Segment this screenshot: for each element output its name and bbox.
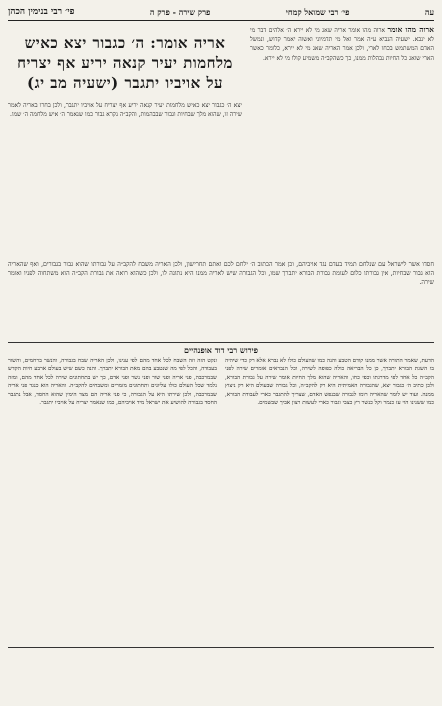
header-right: פי׳ רבי שמואל קמחי bbox=[285, 7, 350, 17]
commentary-column-right: הדעת, שאמר התורה אשר ממנו קודם הטבע והנה כמו שהעולם כולו לא נברא אלא רק כדי שיהיה בו השגת הבורא יתברך, כן כל הבריאה כולה כפופה לשירה, וכל הנבראים אומרים שירה לפני הקב״ה כל אחד לפי מדרגתו וכפי כחו, והאריה שהוא מלך החיות אומר שירה על גבורת הבורא, ולכן כתיב ה׳ כגבור יצא, שהגבורה האמיתית היא רק להקב״ה, וכל גבורה שבעולם היא רק ניצוץ ממנה. ועוד יש לומר שהאריה רומז לגבורה שבנפש האדם, שצריך להתגבר כארי לעבודת הבורא, כמו ששנינו הוי עז כנמר וקל כנשר רץ כצבי וגבור כארי לעשות רצון אביך שבשמים. bbox=[225, 358, 434, 407]
header-center: פרק שירה - פרק ה bbox=[149, 7, 211, 17]
middle-text: חסדו אשר לישראל עם שנלחם תמיד בעדם נגד אויביהם, וכן אמר הכתוב ה׳ ילחם לכם ואתם תחרישון, ולכן האריה משבח להקב״ה על גבורתו שהוא גבור בגבורים, ואף שהאריה הוא גבור שבחיות, אין גבורתו כלום לעומת גבורת הבורא יתברך שמו, וכל הגבורה שיש לאריה ממנו היא נתונה לו, ולכן כשהוא רואה את גבורת הקב״ה הוא משתחוה לפניו ואומר שירה. bbox=[8, 261, 434, 287]
running-header bbox=[8, 6, 434, 18]
header-rule bbox=[8, 20, 434, 21]
header-left: פי׳ רבי בנימין הכהן bbox=[8, 7, 75, 17]
commentary-title: פירוש רבי דוד אופנהיים bbox=[8, 342, 434, 355]
left-text: יצא ה׳ כגבור יצא כאיש מלחמות יעיר קנאה יריע אף יצריח על אויביו יתגבר, ולכן בחרו באריה לאמר שירה זו, שהוא מלך שבחיות וגבור שבבהמות, והקב״ה נקרא גבור כמו שנאמר ה׳ איש מלחמה ה׳ שמו. bbox=[8, 102, 242, 119]
bottom-rule bbox=[8, 647, 434, 648]
page bbox=[8, 6, 434, 694]
top-section bbox=[8, 25, 434, 256]
left-column bbox=[8, 25, 242, 256]
right-text: ארוה מהו אומר אריה שאג מי לא יירא ה׳ אלהים דבר מי לא ינבא. ישעיה הנביא ע״ה אמר ואל מי תדמיוני ואשוה יאמר קדוש, ונמשל האדם המשתמש בכחו לארי, ולכן אמר האריה שאג מי לא יירא, כלומר כאשר הארי שואג כל החיות נבהלות ממנו, כך כשהקב״ה משמיע קולו מי לא יירא. bbox=[250, 27, 434, 62]
right-lead: ארוה מהו אומר bbox=[387, 25, 434, 34]
page-number: עה bbox=[424, 7, 434, 17]
commentary-section bbox=[8, 357, 434, 643]
right-column bbox=[250, 25, 434, 256]
commentary-column-left: ונקט הזה וזה השבח לכל אחד מהם לפי ענינו, ולכן האריה שבח בגבורה, והנשר ברחמים, והשור בעבודה, והכל לפי מה שנטבע בהם מאת הבורא יתברך. והנה כשם שיש בעולם ארבע חיות הקדש שבמרכבה, פני אריה ופני שור ופני נשר ופני אדם, כך יש בתחתונים שירה לכל אחד מהם, ומזה נלמד שכל העולם כולו עליונים ותחתונים מזמרים ומשבחים להקב״ה. והאריה הוא כנגד פני אריה שבמרכבה, ולכן שירתו היא על הגבורה, כי פני אריה הם מצד הימין שהוא החסד, אבל נתגבר החסד בגבורה להושיע את ישראל מיד אויביהם, כמו שנאמר יצריח על אויביו יתגבר. bbox=[8, 358, 217, 407]
main-verse: אריה אומר: ה׳ כגבור יצא כאיש מלחמות יעיר קנאה יריע אף יצריח על אויביו יתגבר (ישעיה מב יג) bbox=[17, 34, 233, 92]
